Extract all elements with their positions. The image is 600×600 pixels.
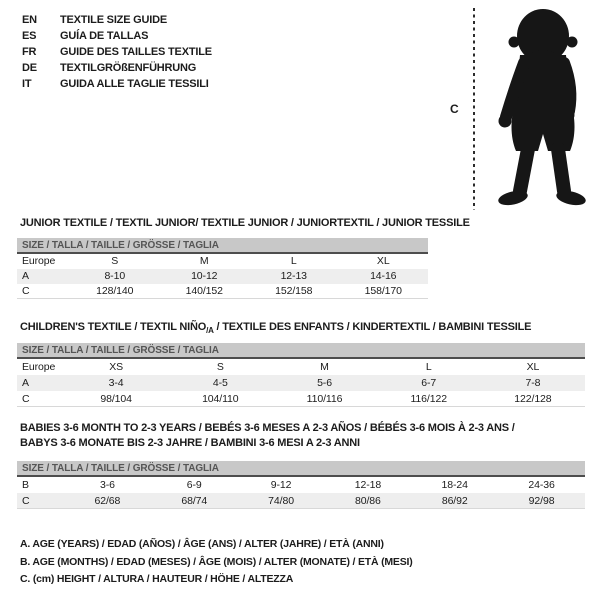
language-row-de: [22, 60, 212, 76]
size-cell: XL: [526, 361, 540, 373]
row-label: C: [22, 495, 30, 507]
language-code: IT: [22, 78, 32, 90]
row-label: C: [22, 285, 30, 297]
language-row-fr: [22, 44, 212, 60]
height-measure-label: C: [450, 102, 459, 116]
height-cell: 104/110: [202, 393, 239, 405]
babies-size-table: [17, 461, 585, 509]
size-cell: XS: [109, 361, 123, 373]
language-code: EN: [22, 14, 37, 26]
language-row-it: [22, 76, 212, 92]
height-cell: 62/68: [94, 495, 121, 507]
children-size-table: [17, 343, 585, 407]
age-cell: 8-10: [104, 270, 126, 282]
age-cell: 4-5: [212, 377, 228, 389]
size-cell: S: [111, 255, 119, 267]
height-cell: 110/116: [306, 393, 343, 405]
age-cell: 24-36: [528, 479, 555, 491]
language-code: DE: [22, 62, 37, 74]
junior-size-table: [17, 238, 428, 299]
babies-title-line1: BABIES 3-6 MONTH TO 2-3 YEARS / BEBÉS 3-6 MESES A 2-3 AÑOS / BÉBÉS 3-6 MOIS À 2-3 ANS /: [20, 422, 515, 434]
table-row: [17, 375, 585, 391]
children-title-subscript: /A: [206, 326, 214, 336]
size-cell: M: [199, 255, 209, 267]
note-age-months: B. AGE (MONTHS) / EDAD (MESES) / ÂGE (MOIS) / ALTER (MONATE) / ETÀ (MESI): [20, 555, 413, 568]
size-header-bar: SIZE / TALLA / TAILLE / GRÖSSE / TAGLIA: [17, 238, 428, 254]
row-label: A: [22, 377, 29, 389]
height-cell: 80/86: [355, 495, 381, 507]
children-title-prefix: CHILDREN'S TEXTILE / TEXTIL NIÑO: [20, 321, 207, 333]
height-cell: 122/128: [514, 393, 552, 405]
height-cell: 152/158: [275, 285, 313, 297]
age-cell: 9-12: [270, 479, 292, 491]
babies-section-title: [20, 421, 585, 451]
children-section-title: [20, 320, 585, 338]
row-label: Europe: [22, 361, 56, 373]
size-header-bar: SIZE / TALLA / TAILLE / GRÖSSE / TAGLIA: [17, 343, 585, 359]
height-cell: 128/140: [96, 285, 134, 297]
age-cell: 6-7: [421, 377, 437, 389]
language-label: GUIDA ALLE TAGLIE TESSILI: [60, 78, 209, 90]
row-label: Europe: [22, 255, 56, 267]
age-cell: 6-9: [186, 479, 202, 491]
height-cell: 74/80: [268, 495, 294, 507]
language-row-en: [22, 12, 212, 28]
language-label: GUIDE DES TAILLES TEXTILE: [60, 46, 212, 58]
age-cell: 3-6: [99, 479, 115, 491]
height-cell: 158/170: [364, 285, 402, 297]
height-cell: 86/92: [441, 495, 468, 507]
table-row: [17, 391, 585, 407]
language-label: GUÍA DE TALLAS: [60, 30, 149, 42]
table-row: [17, 493, 585, 509]
height-cell: 98/104: [100, 393, 132, 405]
age-cell: 10-12: [191, 270, 218, 282]
age-cell: 5-6: [317, 377, 332, 389]
table-row: [17, 254, 428, 269]
language-row-es: [22, 28, 212, 44]
table-row: [17, 359, 585, 375]
age-cell: 12-18: [354, 479, 382, 491]
age-cell: 18-24: [441, 479, 468, 491]
age-cell: 3-4: [108, 377, 124, 389]
size-cell: S: [216, 361, 224, 373]
height-dotted-line: [473, 8, 475, 210]
babies-title-line2: BABYS 3-6 MONATE BIS 2-3 JAHRE / BAMBINI 3-6 MESI A 2-3 ANNI: [20, 437, 360, 449]
age-cell: 12-13: [280, 270, 307, 282]
row-label: A: [22, 270, 29, 282]
baby-silhouette-icon: [486, 5, 600, 215]
table-row: [17, 284, 428, 299]
language-label: TEXTILGRÖßENFÜHRUNG: [60, 62, 197, 74]
height-cell: 140/152: [185, 285, 223, 297]
row-label: B: [22, 479, 29, 491]
note-age-years: A. AGE (YEARS) / EDAD (AÑOS) / ÂGE (ANS) / ALTER (JAHRE) / ETÀ (ANNI): [20, 538, 384, 550]
children-title-suffix: / TEXTILE DES ENFANTS / KINDERTEXTIL / BAMBINI TESSILE: [213, 321, 532, 333]
size-cell: M: [320, 361, 329, 373]
size-header-bar: SIZE / TALLA / TAILLE / GRÖSSE / TAGLIA: [17, 461, 585, 477]
age-cell: 7-8: [525, 377, 541, 389]
language-code: ES: [22, 30, 37, 42]
language-list: [22, 12, 212, 92]
language-label: TEXTILE SIZE GUIDE: [60, 14, 168, 26]
height-cell: 116/122: [410, 393, 447, 405]
size-cell: L: [425, 361, 432, 373]
junior-section-title: JUNIOR TEXTILE / TEXTIL JUNIOR/ TEXTILE JUNIOR / JUNIORTEXTIL / JUNIOR TESSILE: [20, 217, 470, 229]
table-row: [17, 269, 428, 284]
height-cell: 68/74: [181, 495, 208, 507]
row-label: C: [22, 393, 30, 405]
size-cell: XL: [376, 255, 390, 267]
size-cell: L: [290, 255, 297, 267]
note-height-cm: C. (cm) HEIGHT / ALTURA / HAUTEUR / HÖHE / ALTEZZA: [20, 573, 294, 585]
height-cell: 92/98: [528, 495, 555, 507]
table-row: [17, 477, 585, 493]
legend-notes: [20, 536, 413, 589]
age-cell: 14-16: [370, 270, 397, 282]
language-code: FR: [22, 46, 37, 58]
